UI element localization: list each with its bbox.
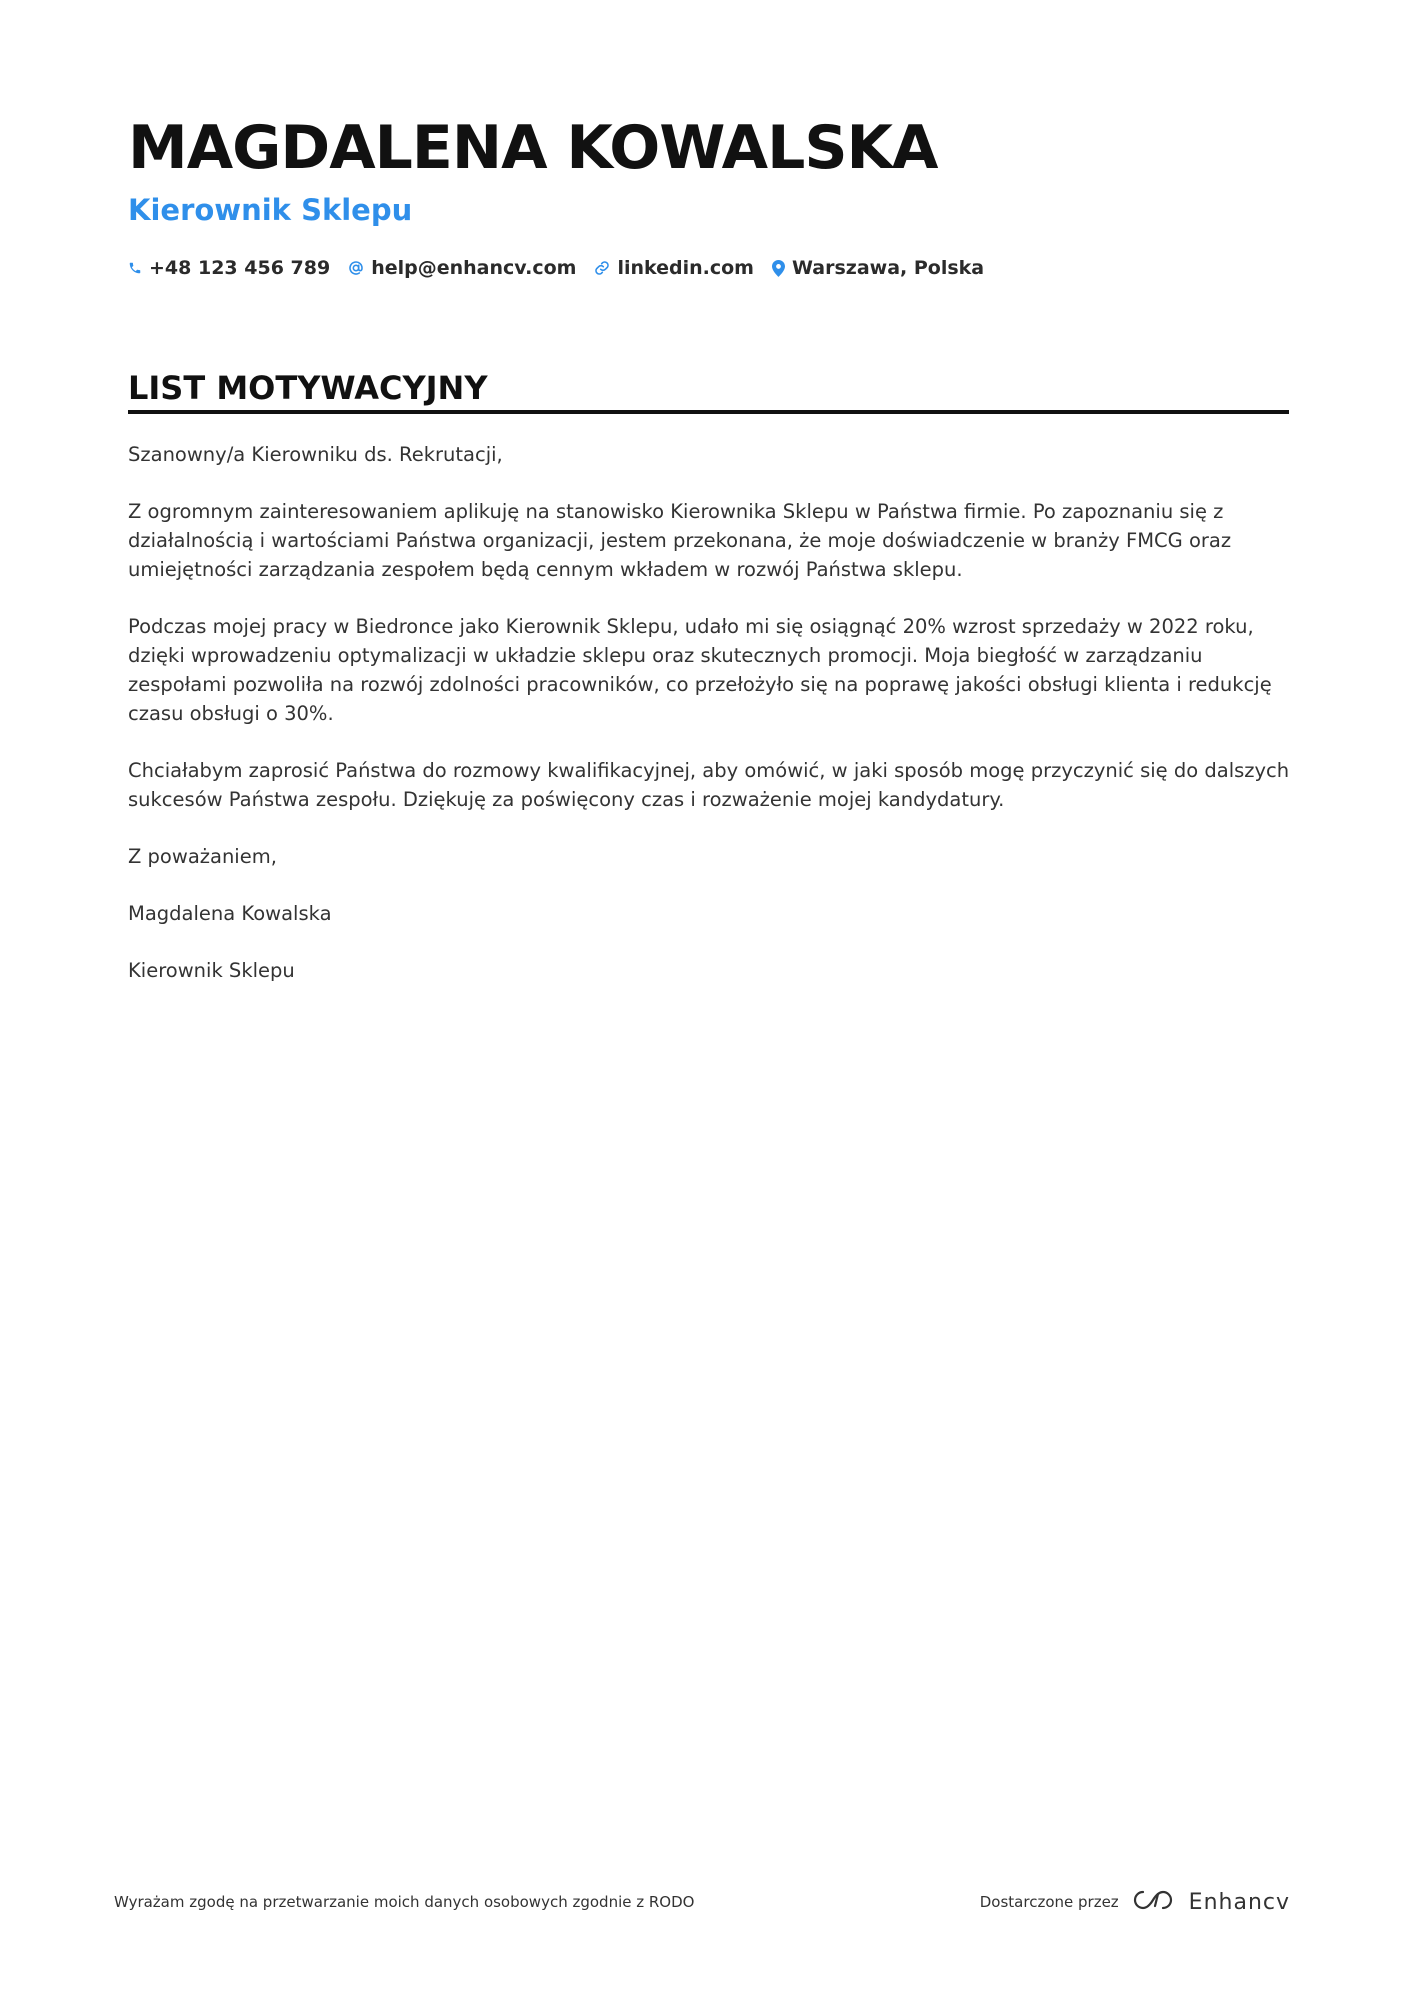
provided-by-label: Dostarczone przez: [979, 1893, 1119, 1911]
link-icon: [594, 260, 610, 276]
signature-name: Magdalena Kowalska: [128, 902, 332, 925]
section-divider: [128, 410, 1289, 414]
section-title: LIST MOTYWACYJNY: [128, 369, 488, 407]
letter-body: [128, 440, 1293, 1013]
contact-bar: [128, 253, 984, 283]
contact-linkedin-text: linkedin.com: [617, 257, 754, 279]
letter-paragraph: Podczas mojej pracy w Biedronce jako Kierownik Sklepu, udało mi się osiągnąć 20% wzrost sprzedaży w 2022 roku, dzięki wprowadzeniu optymalizacji w układzie sklepu oraz skutecznych promocji. Moja biegłość w zarządzaniu zespołami pozwoliła na rozwój zdolności pracowników, co przełożyło się na poprawę jakości obsługi klienta i redukcję czasu obsługi o 30%.: [128, 615, 1272, 725]
contact-email-text: help@enhancv.com: [371, 257, 577, 279]
contact-email[interactable]: [348, 257, 576, 279]
candidate-name: MAGDALENA KOWALSKA: [128, 113, 938, 183]
enhancv-logo-icon: [1131, 1888, 1177, 1916]
contact-location: [772, 257, 984, 279]
letter-paragraph: Z ogromnym zainteresowaniem aplikuję na stanowisko Kierownika Sklepu w Państwa firmie. Po zapoznaniu się z działalnością i wartościami Państwa organizacji, jestem przekonana, że moje doświadczenie w branży FMCG oraz umiejętności zarządzania zespołem będą cennym wkładem w rozwój Państwa sklepu.: [128, 500, 1232, 581]
contact-location-text: Warszawa, Polska: [791, 257, 985, 279]
contact-linkedin[interactable]: [594, 257, 754, 279]
letter-paragraph: Chciałabym zaprosić Państwa do rozmowy kwalifikacyjnej, aby omówić, w jaki sposób mogę przyczynić się do dalszych sukcesów Państwa zespołu. Dziękuję za poświęcony czas i rozważenie mojej kandydatury.: [128, 759, 1290, 811]
contact-phone: [128, 257, 330, 279]
letter-salutation: Szanowny/a Kierowniku ds. Rekrutacji,: [128, 443, 503, 466]
at-icon: [348, 260, 364, 276]
candidate-role: Kierownik Sklepu: [128, 193, 413, 227]
brand-name: Enhancv: [1188, 1889, 1290, 1915]
contact-phone-text: +48 123 456 789: [149, 257, 331, 279]
location-pin-icon: [772, 260, 785, 277]
phone-icon: [128, 260, 142, 276]
footer-brand[interactable]: [980, 1886, 1290, 1918]
gdpr-consent: Wyrażam zgodę na przetwarzanie moich danych osobowych zgodnie z RODO: [114, 1893, 695, 1911]
letter-closing: Z poważaniem,: [128, 845, 277, 868]
signature-role: Kierownik Sklepu: [128, 959, 295, 982]
